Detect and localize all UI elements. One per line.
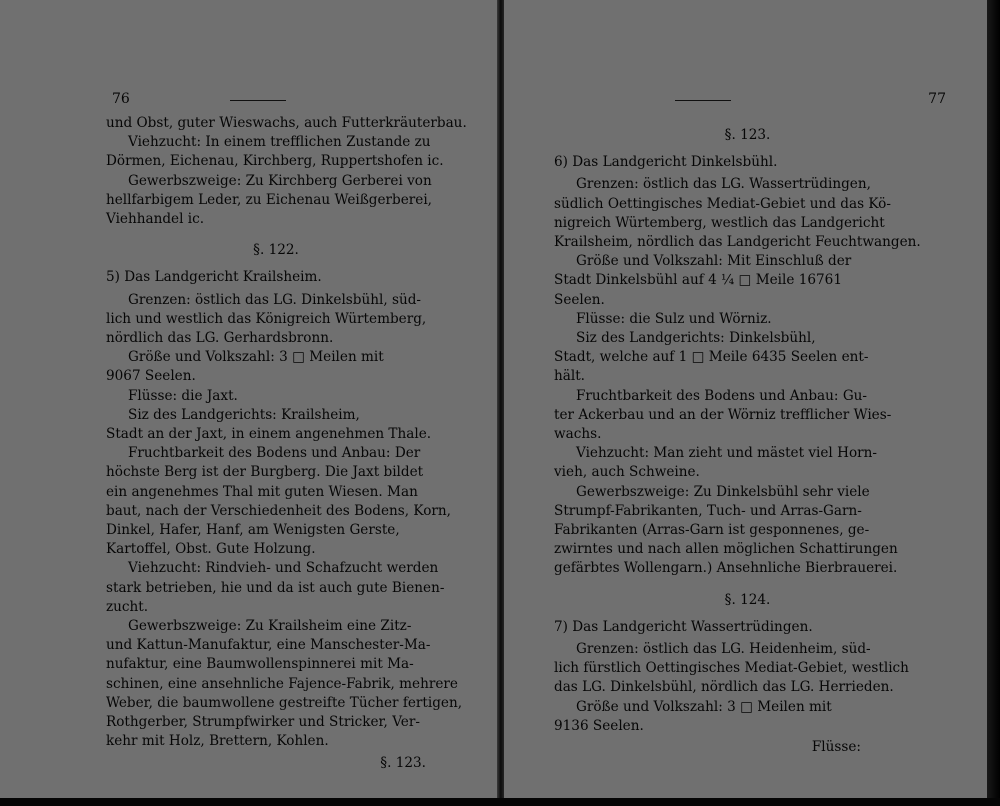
- right-page-header: [554, 90, 946, 114]
- left-page-text: [106, 90, 467, 773]
- section-heading: 7) Das Landgericht Wassertrüdingen.: [554, 618, 813, 635]
- section-number: §. 122.: [253, 242, 299, 259]
- text-line: lich und westlich das Königreich Würtemberg,: [106, 310, 427, 327]
- right-page: [504, 0, 987, 798]
- text-line: ein angenehmes Thal mit guten Wiesen. Man: [106, 483, 418, 500]
- text-line: vieh, auch Schweine.: [554, 464, 700, 481]
- text-line: Viehzucht: In einem trefflichen Zustande zu: [128, 134, 431, 151]
- left-header-rule: [230, 100, 286, 101]
- right-page-text: [554, 90, 946, 757]
- text-line: nördlich das LG. Gerhardsbronn.: [106, 330, 334, 347]
- book-edge-right: [987, 0, 1000, 806]
- text-line: 9136 Seelen.: [554, 717, 644, 734]
- text-line: Flüsse: die Jaxt.: [128, 387, 238, 404]
- text-line: lich fürstlich Oettingisches Mediat-Gebiet, westlich: [554, 660, 909, 677]
- text-line: zucht.: [106, 598, 149, 615]
- text-line: und Obst, guter Wieswachs, auch Futterkräuterbau.: [106, 115, 467, 131]
- text-line: Viehzucht: Man zieht und mästet viel Horn-: [576, 445, 877, 462]
- left-page-number: 76: [112, 91, 130, 107]
- text-line: kehr mit Holz, Brettern, Kohlen.: [106, 733, 329, 750]
- right-page-body: [554, 126, 941, 736]
- text-line: Gewerbszweige: Zu Kirchberg Gerberei von: [128, 172, 432, 189]
- left-page-header: [106, 90, 446, 114]
- text-line: Kartoffel, Obst. Gute Holzung.: [106, 541, 316, 558]
- text-line: schinen, eine ansehnliche Fajence-Fabrik, mehrere: [106, 675, 458, 692]
- left-page-body: [106, 114, 467, 752]
- text-line: wachs.: [554, 426, 602, 443]
- right-page-number: 77: [928, 91, 946, 107]
- text-line: Viehhandel ic.: [106, 211, 205, 228]
- text-line: Fabrikanten (Arras-Garn ist gesponnenes, ge-: [554, 522, 870, 539]
- text-line: hellfarbigem Leder, zu Eichenau Weißgerberei,: [106, 191, 432, 208]
- text-line: hält.: [554, 368, 585, 385]
- section-heading: 6) Das Landgericht Dinkelsbühl.: [554, 154, 778, 171]
- text-line: nigreich Würtemberg, westlich das Landgericht: [554, 214, 885, 231]
- text-line: Rothgerber, Strumpfwirker und Stricker, Ver-: [106, 714, 420, 731]
- text-line: Gewerbszweige: Zu Dinkelsbühl sehr viele: [576, 483, 870, 500]
- section-heading: 5) Das Landgericht Krailsheim.: [106, 269, 322, 286]
- text-line: höchste Berg ist der Burgberg. Die Jaxt bildet: [106, 464, 424, 481]
- text-line: 9067 Seelen.: [106, 368, 196, 385]
- text-line: Krailsheim, nördlich das Landgericht Feuchtwangen.: [554, 234, 921, 251]
- text-line: südlich Oettingisches Mediat-Gebiet und das Kö-: [554, 195, 891, 212]
- text-line: stark betrieben, hie und da ist auch gute Bienen-: [106, 579, 445, 596]
- left-page: [0, 0, 498, 798]
- text-line: Dinkel, Hafer, Hanf, am Wenigsten Gerste,: [106, 522, 400, 539]
- text-line: und Kattun-Manufaktur, eine Manschester-Ma-: [106, 637, 431, 654]
- left-catchword: §. 123.: [380, 754, 426, 771]
- text-line: Grenzen: östlich das LG. Wassertrüdingen,: [576, 176, 871, 193]
- text-line: Siz des Landgerichts: Krailsheim,: [128, 406, 360, 423]
- text-line: Dörmen, Eichenau, Kirchberg, Ruppertshofen ic.: [106, 153, 444, 170]
- text-line: Fruchtbarkeit des Bodens und Anbau: Gu-: [576, 387, 868, 404]
- text-line: Stadt Dinkelsbühl auf 4 ¼ □ Meile 16761: [554, 272, 842, 289]
- text-line: Siz des Landgerichts: Dinkelsbühl,: [576, 330, 816, 347]
- section-number: §. 123.: [724, 127, 771, 143]
- text-line: gefärbtes Wollengarn.) Ansehnliche Bierbrauerei.: [554, 560, 898, 577]
- text-line: das LG. Dinkelsbühl, nördlich das LG. Herrieden.: [554, 679, 894, 696]
- text-line: Strumpf-Fabrikanten, Tuch- und Arras-Garn-: [554, 502, 862, 519]
- text-line: Stadt, welche auf 1 □ Meile 6435 Seelen ent-: [554, 349, 869, 366]
- text-line: Größe und Volkszahl: 3 □ Meilen mit: [576, 698, 832, 715]
- right-header-rule: [675, 100, 731, 101]
- section-number: §. 124.: [724, 591, 771, 608]
- text-line: Grenzen: östlich das LG. Heidenheim, süd-: [576, 641, 871, 658]
- text-line: Flüsse: die Sulz und Wörniz.: [576, 310, 772, 327]
- right-catchword: Flüsse:: [811, 739, 861, 756]
- text-line: Seelen.: [554, 291, 605, 308]
- text-line: zwirntes und nach allen möglichen Schattirungen: [554, 541, 898, 558]
- text-line: Grenzen: östlich das LG. Dinkelsbühl, süd-: [128, 291, 422, 308]
- text-line: Größe und Volkszahl: 3 □ Meilen mit: [128, 349, 384, 366]
- text-line: Fruchtbarkeit des Bodens und Anbau: Der: [128, 445, 421, 462]
- text-line: nufaktur, eine Baumwollenspinnerei mit Ma-: [106, 656, 414, 673]
- text-line: Größe und Volkszahl: Mit Einschluß der: [576, 253, 852, 270]
- text-line: Gewerbszweige: Zu Krailsheim eine Zitz-: [128, 618, 412, 635]
- text-line: baut, nach der Verschiedenheit des Bodens, Korn,: [106, 502, 451, 519]
- text-line: Stadt an der Jaxt, in einem angenehmen Thale.: [106, 426, 432, 443]
- text-line: Viehzucht: Rindvieh- und Schafzucht werden: [128, 560, 439, 577]
- book-edge-bottom: [0, 798, 1000, 806]
- text-line: ter Ackerbau und an der Wörniz trefflicher Wies-: [554, 406, 892, 423]
- text-line: Weber, die baumwollene gestreifte Tücher fertigen,: [106, 694, 463, 711]
